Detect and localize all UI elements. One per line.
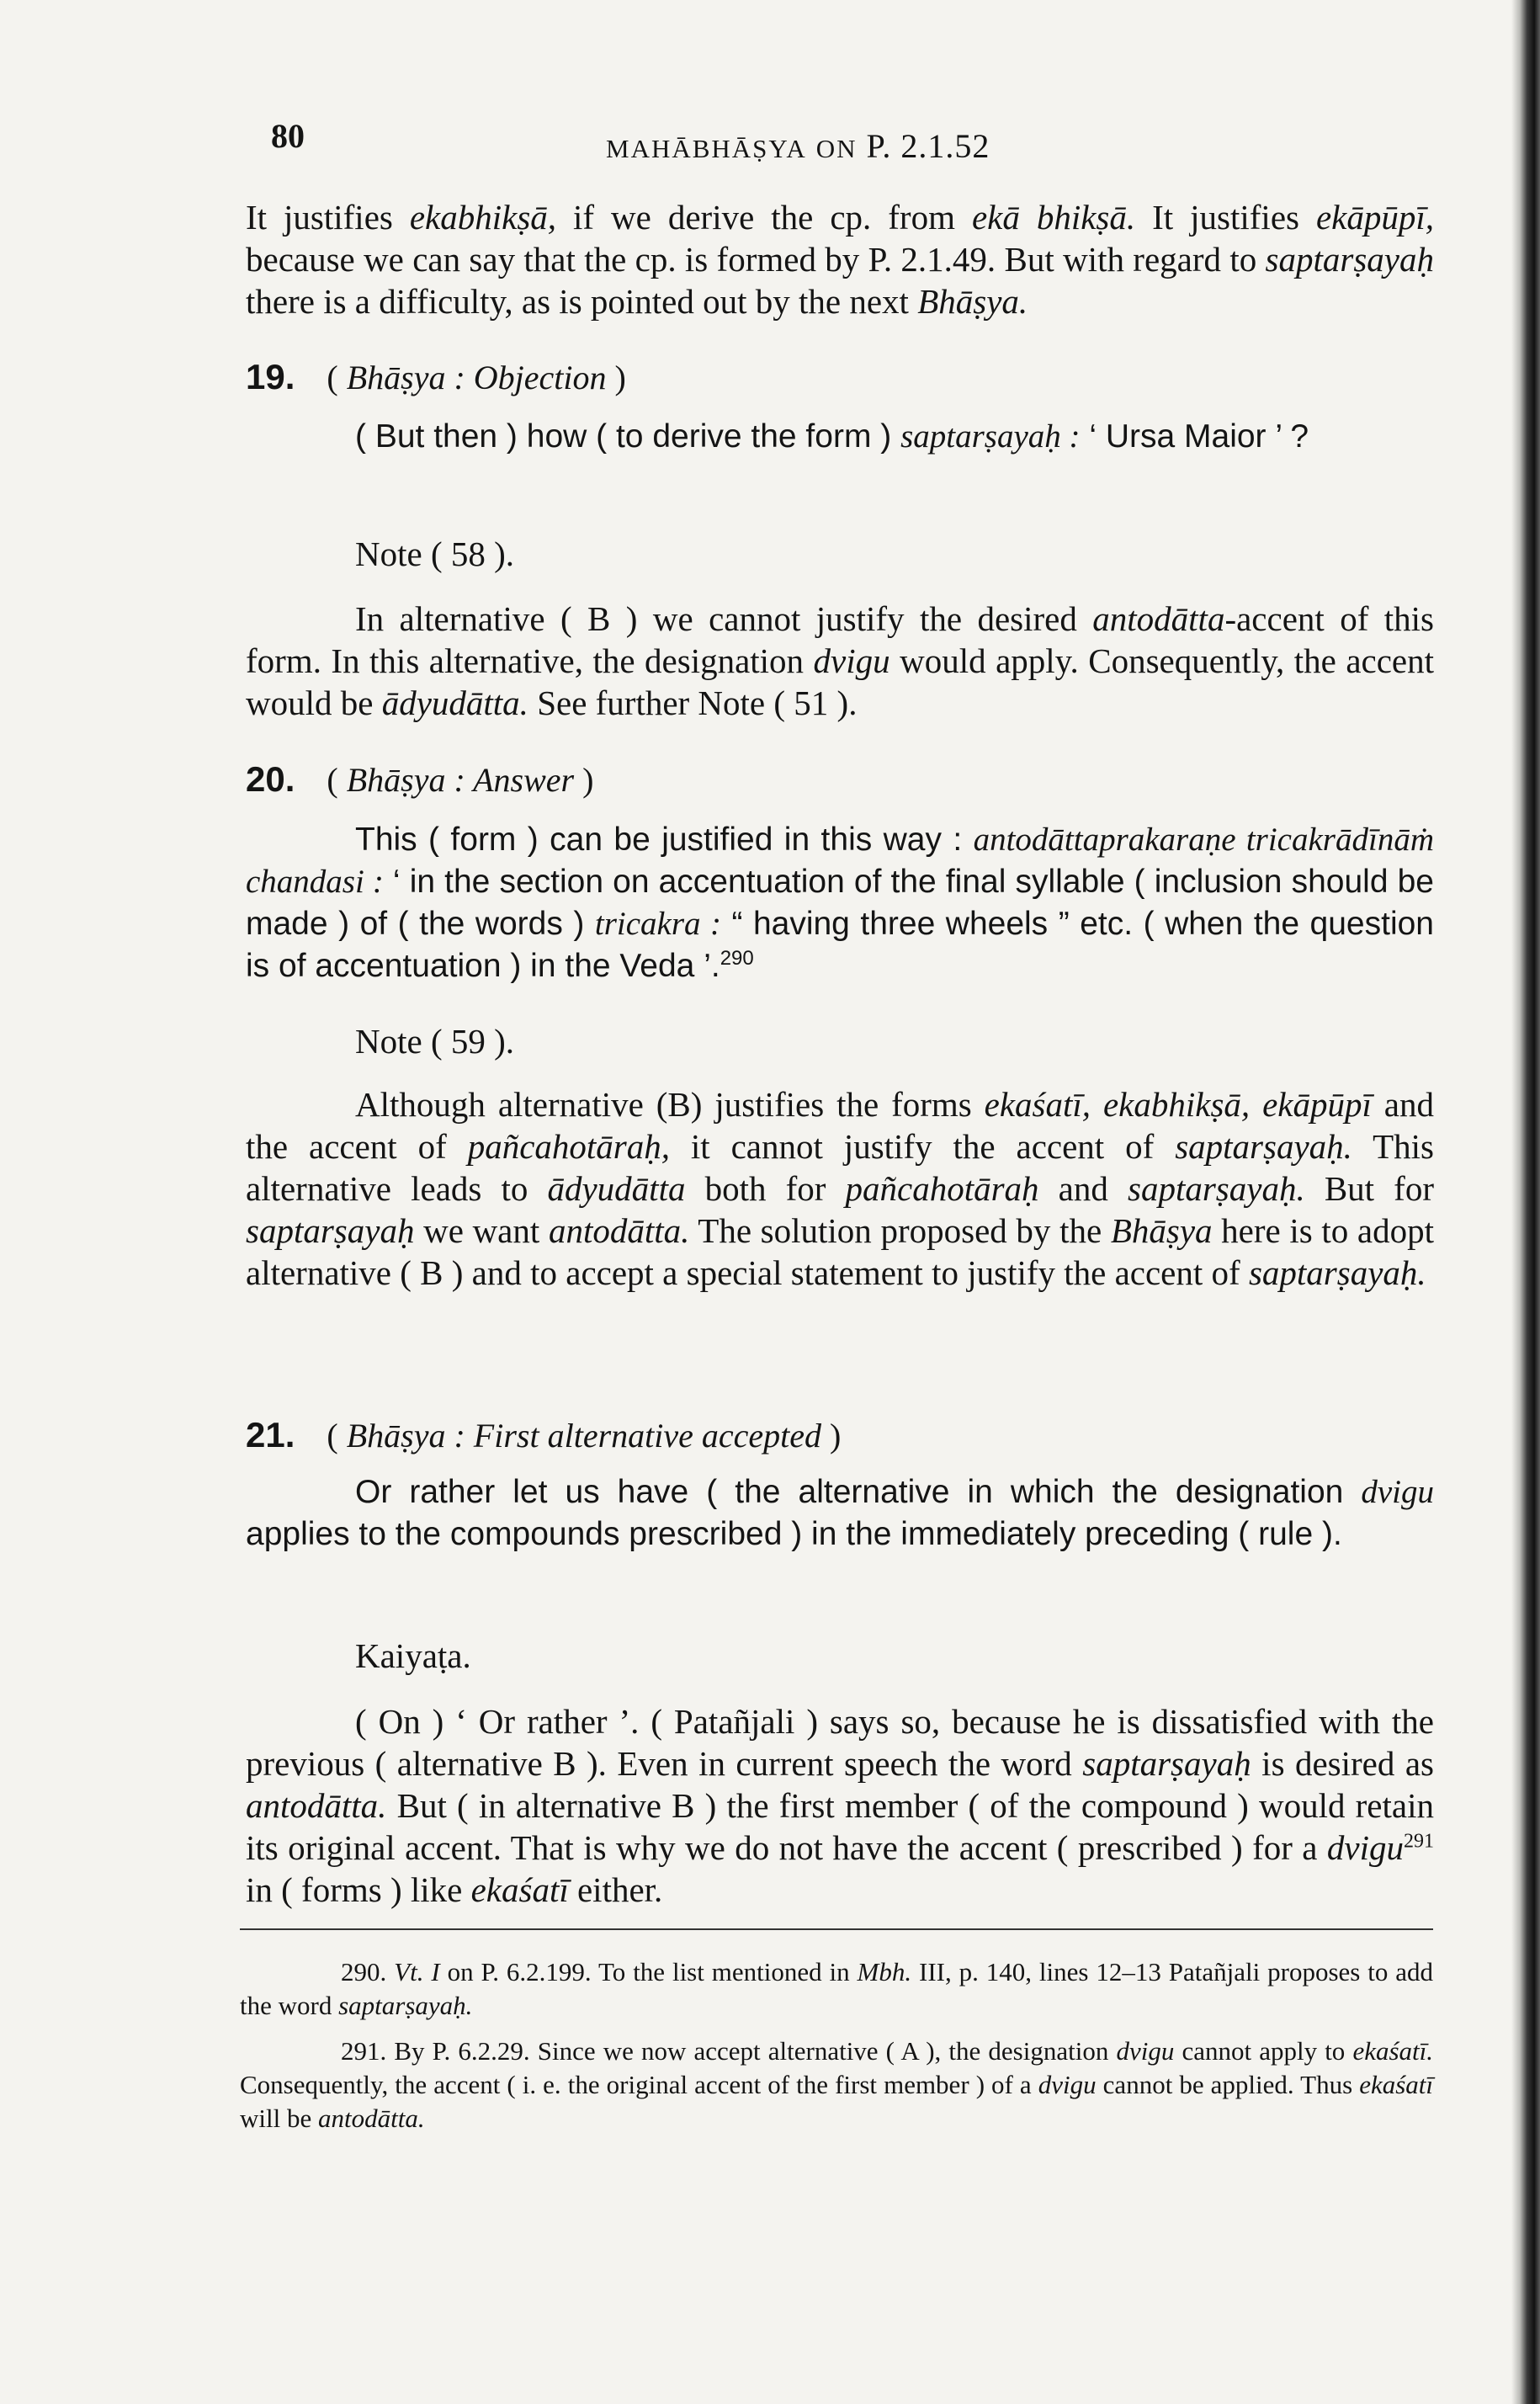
running-head bbox=[606, 126, 990, 166]
running-head-ref: P. 2.1.52 bbox=[866, 127, 990, 165]
section-19-text: ( But then ) how ( to derive the form ) saptarṣayaḥ : ‘ Ursa Maior ’ ? bbox=[355, 418, 1309, 455]
note-59-label: Note ( 59 ). bbox=[355, 1022, 515, 1061]
footnote-ref-291: 291 bbox=[1404, 1830, 1434, 1853]
kaiyata-text: ( On ) ‘ Or rather ’. ( Patañjali ) says so, because he is dissatisfied with the previous ( alternative B ). Even in current speech the word saptarṣayaḥ is desired as antodātta. But ( in alternative B ) the first member ( of the compound ) would retain its original accent. That is why we do not have the accent ( prescribed ) for a dvigu$^{291}$ in ( forms ) like ekaśatī either. bbox=[246, 1702, 1434, 1909]
section-20-heading: 20. ( Bhāṣya : Answer ) bbox=[246, 759, 594, 799]
footnote-291: 291. By P. 6.2.29. Since we now accept alternative ( A ), the designation dvigu cannot apply to ekaśatī. Consequently, the accent ( i. e. the original accent of the first member ) of a dvigu cannot be applied. Thus ekaśatī will be antodātta. bbox=[240, 2036, 1433, 2133]
running-head-title: MAHĀBHĀṢYA bbox=[606, 134, 807, 163]
footnote-ref-290: 290 bbox=[720, 947, 754, 970]
footnote-rule bbox=[240, 1928, 1433, 1930]
note-58-text: In alternative ( B ) we cannot justify the desired antodātta-accent of this form. In this alternative, the designation dvigu would apply. Consequently, the accent would be ādyudātta. See further Note ( 51 ). bbox=[246, 599, 1435, 722]
running-head-on: ON bbox=[815, 134, 858, 163]
footnote-290: 290. Vt. I on P. 6.2.199. To the list mentioned in Mbh. III, p. 140, lines 12–13 Patañjali proposes to add the word saptarṣayaḥ. bbox=[240, 1957, 1434, 2020]
section-19-heading: 19. ( Bhāṣya : Objection ) bbox=[246, 357, 626, 396]
section-21-heading: 21. ( Bhāṣya : First alternative accepted ) bbox=[246, 1415, 842, 1455]
intro-paragraph: It justifies ekabhikṣā, if we derive the cp. from ekā bhikṣā. It justifies ekāpūpī, because we can say that the cp. is formed by P. 2.1.49. But with regard to saptarṣayaḥ there is a difficulty, as is pointed out by the next Bhāṣya. bbox=[246, 198, 1435, 321]
book-binding-edge bbox=[1511, 0, 1540, 2404]
section-21-text: Or rather let us have ( the alternative in which the designation dvigu applies to the compounds prescribed ) in the immediately preceding ( rule ). bbox=[246, 1474, 1434, 1552]
note-59-text: Although alternative (B) justifies the forms ekaśatī, ekabhikṣā, ekāpūpī and the accent of pañcahotāraḥ, it cannot justify the accent of saptarṣayaḥ. This alternative leads to ādyudātta both for pañcahotāraḥ and saptarṣayaḥ. But for saptarṣayaḥ we want antodātta. The solution proposed by the Bhāṣya here is to adopt alternative ( B ) and to accept a special statement to justify the accent of saptarṣayaḥ. bbox=[246, 1085, 1434, 1292]
section-20-text: This ( form ) can be justified in this way : antodāttaprakaraṇe tricakrādīnāṁ chandasi : ‘ in the section on accentuation of the final syllable ( inclusion should be made ) of ( the words ) tricakra : “ having three wheels ” etc. ( when the question is of accentuation ) in the Veda ’.$^{290}$ bbox=[246, 822, 1434, 984]
page-number: 80 bbox=[271, 117, 305, 155]
note-58-label: Note ( 58 ). bbox=[355, 535, 515, 573]
kaiyata-label: Kaiyaṭa. bbox=[355, 1636, 471, 1675]
